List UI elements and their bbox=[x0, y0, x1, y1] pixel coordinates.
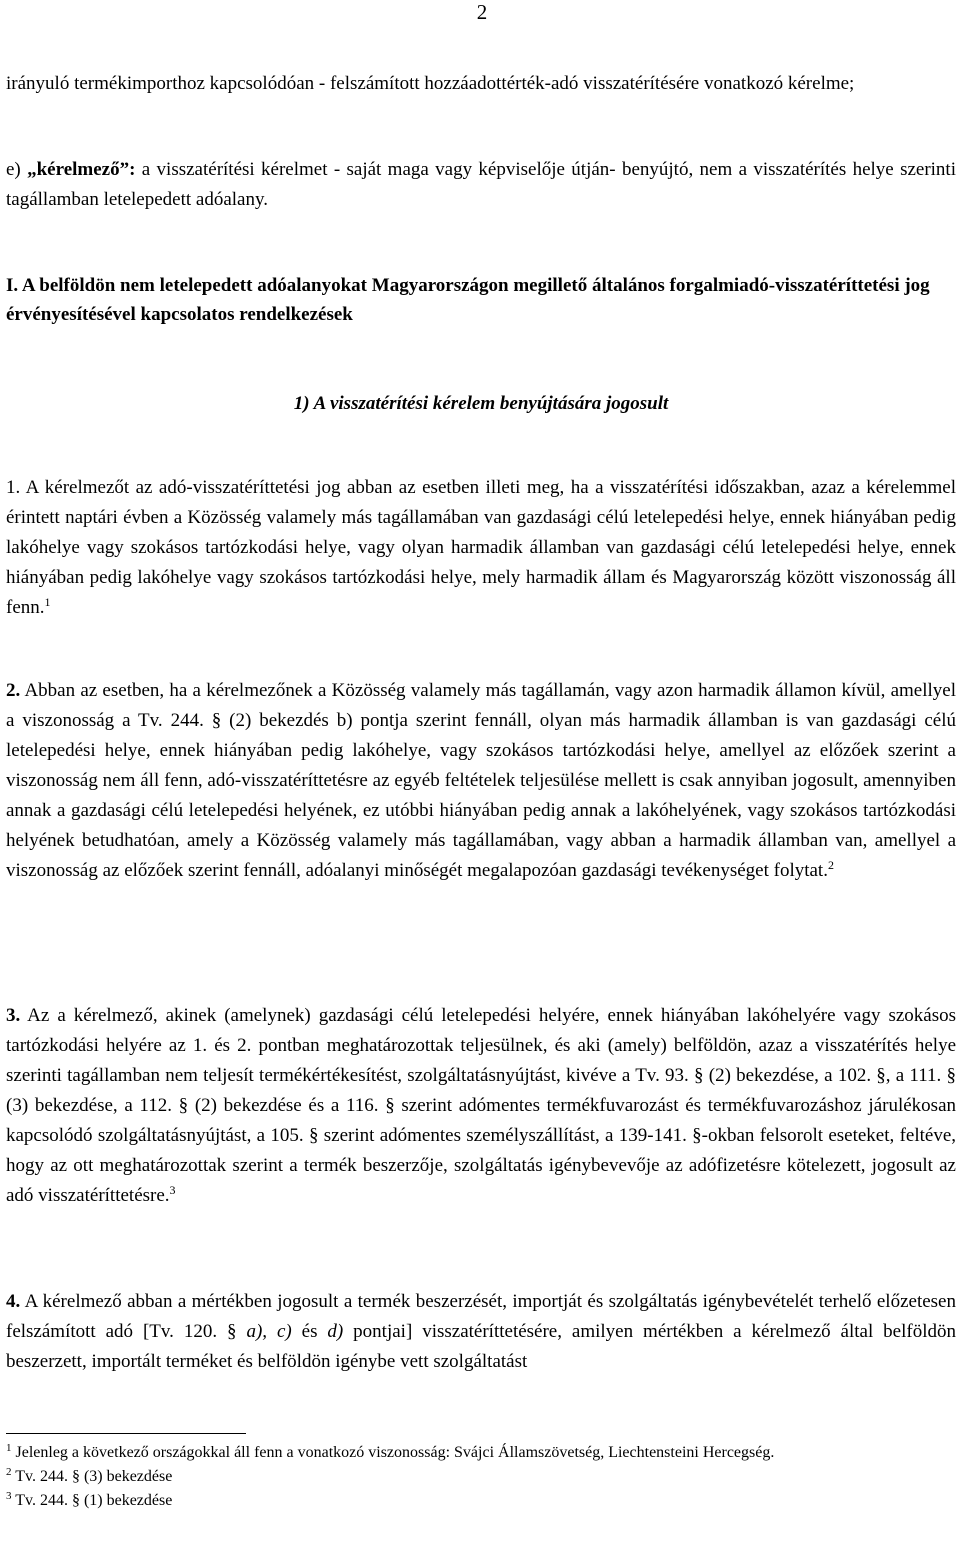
footnote-1 bbox=[6, 1441, 956, 1465]
footnote-2-ref: 2 bbox=[6, 1466, 12, 1478]
paragraph-2-text bbox=[6, 676, 956, 886]
footnote-1-ref: 1 bbox=[6, 1442, 12, 1454]
paragraph-3 bbox=[6, 1001, 956, 1211]
subheading bbox=[6, 389, 956, 419]
section-heading: I. A belföldön nem letelepedett adóalanyokat Magyarországon megillető általános forgalmiadó-visszatéríttetési jog érvényesítésével kapcsolatos rendelkezések bbox=[6, 275, 930, 325]
paragraph-1-body: A kérelmezőt az adó-visszatéríttetési jog abban az esetben illeti meg, ha a visszatérítési időszakban, azaz a kérelemmel érintett naptári évben a Közösség valamely más tagállamában van gazdasági célú letelepedési helye, ennek hiányában pedig lakóhelye vagy szokásos tartózkodási helye, vagy olyan harmadik államban van gazdasági célú letelepedési helye, ennek hiányában pedig lakóhelye vagy szokásos tartózkodási helye, mely harmadik állam és Magyarország között viszonosság áll fenn. bbox=[6, 477, 956, 618]
footnotes bbox=[6, 1441, 956, 1513]
paragraph-4 bbox=[6, 1287, 956, 1377]
subheading-text: 1) A visszatérítési kérelem benyújtására jogosult bbox=[293, 393, 669, 414]
paragraph-4-body-b: és bbox=[291, 1321, 328, 1342]
definition-e bbox=[6, 155, 956, 215]
intro-paragraph-text: irányuló termékimporthoz kapcsolódóan - felszámított hozzáadottérték-adó visszatérítésére vonatkozó kérelme; bbox=[6, 73, 855, 94]
footnote-3 bbox=[6, 1489, 956, 1513]
paragraph-4-italic-a: a), c) bbox=[246, 1321, 292, 1342]
definition-e-text bbox=[6, 155, 956, 215]
paragraph-2-number: 2. bbox=[6, 680, 21, 701]
definition-e-label: e) bbox=[6, 159, 21, 180]
footnote-ref-1[interactable]: 1 bbox=[44, 595, 51, 609]
footnote-ref-2[interactable]: 2 bbox=[827, 858, 834, 872]
paragraph-2-body: Abban az esetben, ha a kérelmezőnek a Közösség valamely más tagállamán, vagy azon harmadik államon kívül, amellyel a viszonosság a Tv. 244. § (2) bekezdés b) pontja szerint fennáll, olyan más harmadik államban is van gazdasági célú letelepedési helye, ennek hiányában pedig lakóhelye, vagy szokásos tartózkodási helye, amellyel az előzőek szerint a viszonosság nem áll fenn, adó-visszatéríttetésre az egyéb feltételek teljesülése mellett is csak annyiban jogosult, amennyiben annak a gazdasági célú letelepedési helyének, ez utóbbi hiányában pedig annak a lakóhelyének, vagy szokásos tartózkodási helyének betudhatóan, amely a Közösség valamely más tagállamában, vagy abban a harmadik államban van, amellyel a viszonosság az előzőek szerint fennáll, adóalanyi minőségét megalapozóan gazdasági tevékenységet folytat. bbox=[6, 680, 956, 881]
footnote-1-text: Jelenleg a következő országokkal áll fenn a vonatkozó viszonosság: Svájci Államszövetség, Liechtensteini Hercegség. bbox=[11, 1444, 775, 1461]
paragraph-1-number: 1. bbox=[6, 477, 21, 498]
footnote-divider bbox=[6, 1433, 246, 1434]
footnote-2 bbox=[6, 1465, 956, 1489]
footnote-3-text: Tv. 244. § (1) bekezdése bbox=[11, 1492, 173, 1509]
page-number: 2 bbox=[476, 0, 488, 24]
paragraph-3-body: Az a kérelmező, akinek (amelynek) gazdasági célú letelepedési helyére, ennek hiányában lakóhelyére vagy szokásos tartózkodási helyére az 1. és 2. pontban meghatározottak teljesülnek, és aki (amely) belföldön, azaz a visszatérítés helye szerinti tagállamban nem teljesít termékértékesítést, szolgáltatásnyújtást, kivéve a Tv. 93. § (2) bekezdése, a 102. §, a 111. § (3) bekezdése, a 112. § (2) bekezdése és a 116. § szerint adómentes termékfuvarozást és termékfuvarozáshoz járulékosan kapcsolódó szolgáltatásnyújtást, a 105. § szerint adómentes személyszállítást, a 139-141. §-okban felsorolt eseteket, feltéve, hogy az ott meghatározottak szerint a termék beszerzője, szolgáltatás igénybevevője az adófizetésre kötelezett, jogosult az adó visszatéríttetésre. bbox=[6, 1005, 956, 1206]
paragraph-4-number: 4. bbox=[6, 1291, 21, 1312]
paragraph-3-text bbox=[6, 1001, 956, 1211]
footnote-2-text: Tv. 244. § (3) bekezdése bbox=[11, 1468, 173, 1485]
intro-paragraph bbox=[6, 69, 956, 99]
paragraph-2 bbox=[6, 676, 956, 886]
footnote-ref-3[interactable]: 3 bbox=[169, 1183, 176, 1197]
paragraph-1 bbox=[6, 473, 956, 623]
definition-e-term: „kérelmező”: bbox=[27, 159, 136, 180]
definition-e-body: a visszatérítési kérelmet - saját maga vagy képviselője útján- benyújtó, nem a visszatérítés helye szerinti tagállamban letelepedett adóalany. bbox=[6, 159, 956, 210]
footnote-3-ref: 3 bbox=[6, 1490, 12, 1502]
paragraph-4-italic-b: d) bbox=[327, 1321, 344, 1342]
paragraph-4-body-c: pontjai] visszatéríttetésére, amilyen mértékben a kérelmező által belföldön beszerzett, importált terméket és belföldön igénybe vett szolgáltatást bbox=[6, 1321, 957, 1372]
paragraph-4-text bbox=[6, 1287, 956, 1377]
paragraph-4-body-a: A kérelmező abban a mértékben jogosult a termék beszerzését, importját és szolgáltatás igénybevételét terhelő előzetesen felszámított adó [Tv. 120. § bbox=[6, 1291, 956, 1342]
paragraph-1-text bbox=[6, 473, 956, 623]
paragraph-3-number: 3. bbox=[6, 1005, 21, 1026]
